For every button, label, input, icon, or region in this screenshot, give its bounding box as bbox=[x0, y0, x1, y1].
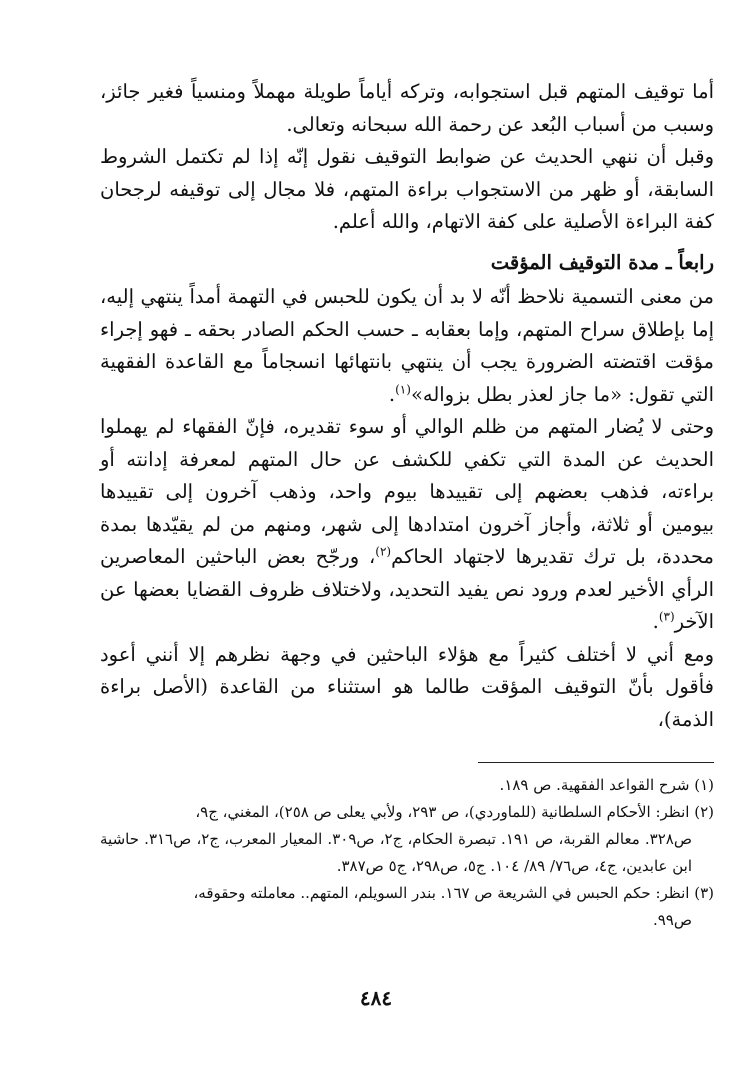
paragraph-5 bbox=[100, 639, 714, 737]
main-text bbox=[100, 76, 714, 736]
section-heading: رابعاً ـ مدة التوقيف المؤقت bbox=[490, 250, 714, 274]
line: السابقة، أو ظهر من الاستجواب براءة المتهم، فلا مجال إلى توقيفه لرجحان كفة bbox=[100, 177, 714, 233]
line: (٣) انظر: حكم الحبس في الشريعة ص ١٦٧. بندر السويلم، المتهم.. معاملته وحقوقه، bbox=[193, 884, 714, 902]
line: ، ورجّح بعض الباحثين المعاصرين الرأي الأخير bbox=[100, 545, 715, 601]
footnote-ref-1[interactable]: (١) bbox=[395, 382, 411, 396]
line: فذهب بعضهم إلى تقييدها بيوم واحد، وذهب آخرون إلى تقييدها بيومين أو bbox=[100, 480, 715, 536]
footnote-2-continued bbox=[100, 826, 692, 880]
footnote-3 bbox=[100, 880, 714, 907]
line: إليه، إما بإطلاق سراح المتهم، وإما بعقابه ـ حسب الحكم الصادر بحقه ـ bbox=[100, 285, 714, 341]
line: فهو إجراء مؤقت اقتضته الضرورة يجب أن ينتهي بانتهائها انسجاماً مع القاعدة bbox=[100, 317, 715, 373]
footnote-separator bbox=[478, 762, 714, 763]
line: لعدم ورود نص يفيد التحديد، ولاختلاف ظروف القضايا بعضها عن bbox=[100, 577, 613, 601]
line: الآخر bbox=[674, 610, 714, 633]
footnote-2 bbox=[100, 799, 714, 826]
line: جائز، وسبب من أسباب البُعد عن رحمة الله سبحانه وتعالى. bbox=[100, 80, 714, 136]
line: من معنى التسمية نلاحظ أنّه لا بد أن يكون للحبس في التهمة أمداً ينتهي bbox=[140, 285, 714, 308]
paragraph-4: وحتى لا يُضار المتهم من ظلم الوالي أو سوء تقديره، فإنّ الفقهاء لم يهملوا الحديث عن المدة التي تكفي للكشف عن حال المتهم لمعرفة إدانته أو براءته، فذهب بعضهم إلى تقييدها بيوم واحد، وذهب آخرون إلى تقييدها بيومين أو ثلاثة، وأجاز آخرون امتدادها إلى شهر، ومنهم من لم يقيّدها بمدة محددة، بل ترك تقديرها لاجتهاد الحاكم$^{(٢)}$، ورجّح بعض الباحثين المعاصرين الرأي الأخير لعدم ورود نص يفيد التحديد، ولاختلاف ظروف القضايا بعضها عن الآخر$^{(٣)}$. bbox=[100, 415, 715, 633]
line: ثلاثة، وأجاز آخرون امتدادها إلى شهر، ومنهم من لم يقيّدها بمدة محددة، بل bbox=[100, 512, 714, 568]
footnote-ref-2[interactable]: (٢) bbox=[375, 544, 392, 559]
line: فأقول بأنّ التوقيف المؤقت طالما هو استثناء من القاعدة (الأصل براءة الذمة)، bbox=[100, 675, 714, 731]
line: ومع أني لا أختلف كثيراً مع هؤلاء الباحثين في وجهة نظرهم إلا أنني أعود bbox=[100, 642, 714, 666]
line: ص٩٩. bbox=[652, 911, 692, 929]
line: ص٣١٦. حاشية ابن عابدين، ج٤، ص٧٦/ ٨٩/ ١٠٤. ج٥، ص٢٩٨، ج٥ ص٣٨٧. bbox=[100, 830, 692, 875]
page-number: ٤٨٤ bbox=[359, 986, 393, 1010]
paragraph-1 bbox=[100, 76, 714, 141]
footnote-ref-3[interactable]: (٣) bbox=[658, 609, 675, 624]
footnotes bbox=[100, 772, 714, 934]
line: الفقهية التي تقول: «ما جاز لعذر بطل بزواله» bbox=[100, 350, 714, 406]
line: ترك تقديرها لاجتهاد الحاكم bbox=[391, 545, 616, 568]
paragraph-2 bbox=[100, 141, 714, 239]
paragraph-3: من معنى التسمية نلاحظ أنّه لا بد أن يكون للحبس في التهمة أمداً ينتهي إليه، إما بإطلاق سراح المتهم، وإما بعقابه ـ حسب الحكم الصادر بحقه ـ فهو إجراء مؤقت اقتضته الضرورة يجب أن ينتهي بانتهائها انسجاماً مع القاعدة الفقهية التي تقول: «ما جاز لعذر بطل بزواله»$^{(١)}$. bbox=[100, 285, 715, 406]
footnote-3-continued bbox=[100, 907, 692, 934]
line: الحديث عن المدة التي تكفي للكشف عن حال المتهم لمعرفة إدانته أو براءته، bbox=[100, 447, 714, 503]
line: البراءة الأصلية على كفة الاتهام، والله أعلم. bbox=[332, 210, 679, 233]
line: وقبل أن ننهي الحديث عن ضوابط التوقيف نقول إنّه إذا لم تكتمل الشروط bbox=[100, 145, 714, 168]
footnote-1: (١) شرح القواعد الفقهية. ص ١٨٩. bbox=[499, 776, 714, 794]
line: ص٣٢٨. معالم القربة، ص ١٩١. تبصرة الحكام، ج٢، ص٣٠٩. المعيار المعرب، ج٢، bbox=[196, 830, 692, 848]
line: أما توقيف المتهم قبل استجوابه، وتركه أياماً طويلة مهملاً ومنسياً فغير bbox=[148, 80, 714, 103]
line: وحتى لا يُضار المتهم من ظلم الوالي أو سوء تقديره، فإنّ الفقهاء لم يهملوا bbox=[100, 415, 714, 438]
line: (٢) انظر: الأحكام السلطانية (للماوردي)، ص ٢٩٣، ولأبي يعلى ص ٢٥٨)، المغني، ج٩، bbox=[195, 803, 714, 821]
